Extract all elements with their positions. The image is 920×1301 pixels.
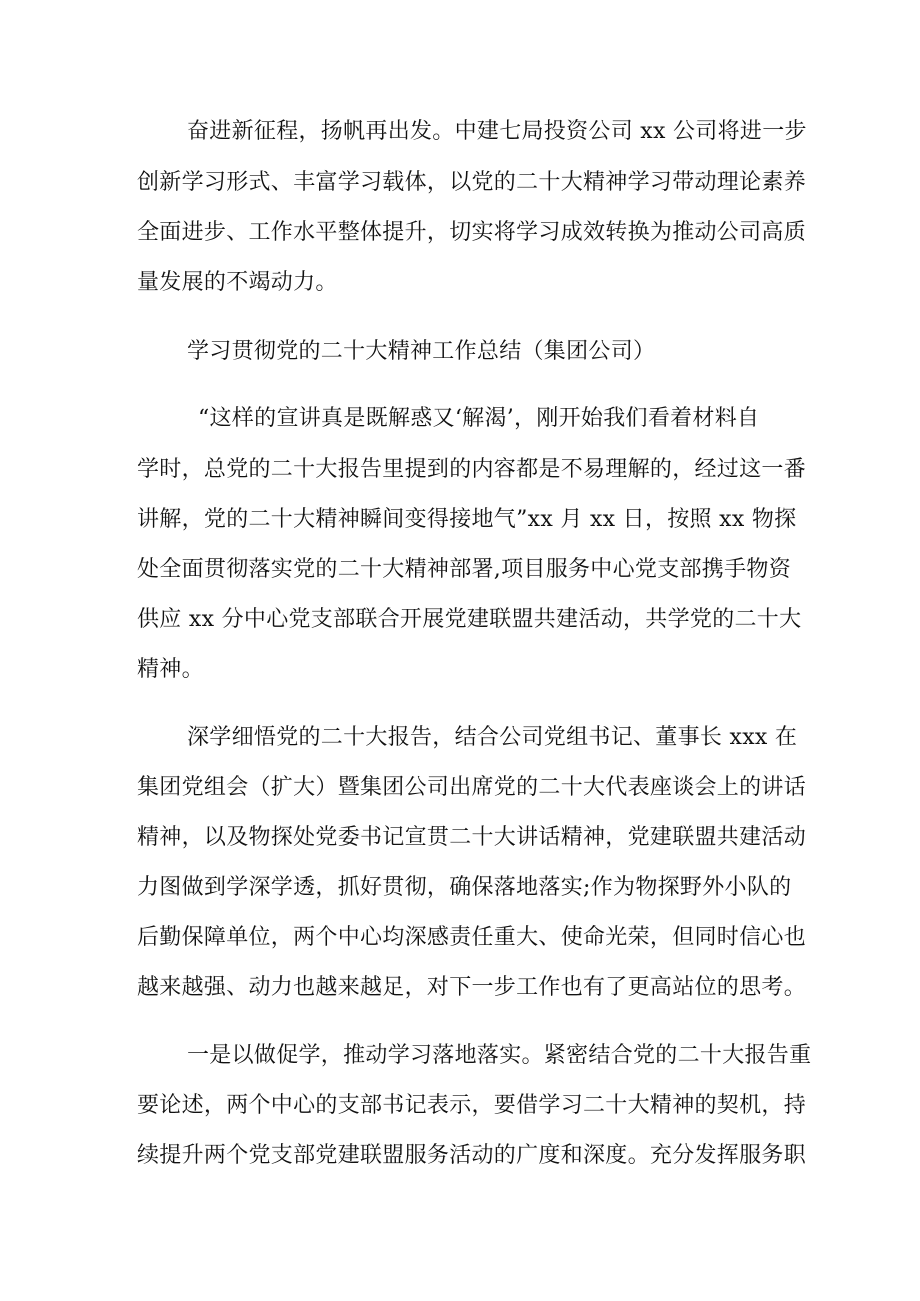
paragraph-line: 供应 xx 分中心党支部联合开展党建联盟共建活动，共学党的二十大 [137,607,802,632]
paragraph-line: 处全面贯彻落实党的二十大精神部署,项目服务中心党支部携手物资 [137,557,791,582]
paragraph-line: 续提升两个党支部党建联盟服务活动的广度和深度。充分发挥服务职 [137,1143,807,1168]
paragraph-line: 力图做到学深学透，抓好贯彻，确保落地落实;作为物探野外小队的 [137,875,792,900]
paragraph-line: 学时，总党的二十大报告里提到的内容都是不易理解的，经过这一番 [137,457,807,482]
paragraph-line: 全面进步、工作水平整体提升，切实将学习成效转换为推动公司高质 [137,220,807,245]
paragraph-line: 精神。 [137,657,204,682]
paragraph-line: 后勤保障单位，两个中心均深感责任重大、使命光荣，但同时信心也 [137,925,807,950]
paragraph-line: “这样的宣讲真是既解惑又‘解渴’，刚开始我们看着材料自 [198,406,760,431]
paragraph-line: 集团党组会（扩大）暨集团公司出席党的二十大代表座谈会上的讲话 [137,775,807,800]
paragraph-line: 讲解，党的二十大精神瞬间变得接地气”xx 月 xx 日，按照 xx 物探 [137,507,797,532]
paragraph-line: 深学细悟党的二十大报告，结合公司党组书记、董事长 xxx 在 [187,725,798,750]
section-heading: 学习贯彻党的二十大精神工作总结（集团公司） [187,339,656,364]
paragraph-line: 精神，以及物探处党委书记宣贯二十大讲话精神，党建联盟共建活动 [137,825,807,850]
paragraph-line: 要论述，两个中心的支部书记表示，要借学习二十大精神的契机，持 [137,1093,807,1118]
paragraph-line: 一是以做促学，推动学习落地落实。紧密结合党的二十大报告重 [187,1043,812,1068]
paragraph-line: 创新学习形式、丰富学习载体，以党的二十大精神学习带动理论素养 [137,170,807,195]
paragraph-line: 奋进新征程，扬帆再出发。中建七局投资公司 xx 公司将进一步 [187,119,807,144]
paragraph-line: 量发展的不竭动力。 [137,270,338,295]
paragraph-line: 越来越强、动力也越来越足，对下一步工作也有了更高站位的思考。 [137,975,807,1000]
